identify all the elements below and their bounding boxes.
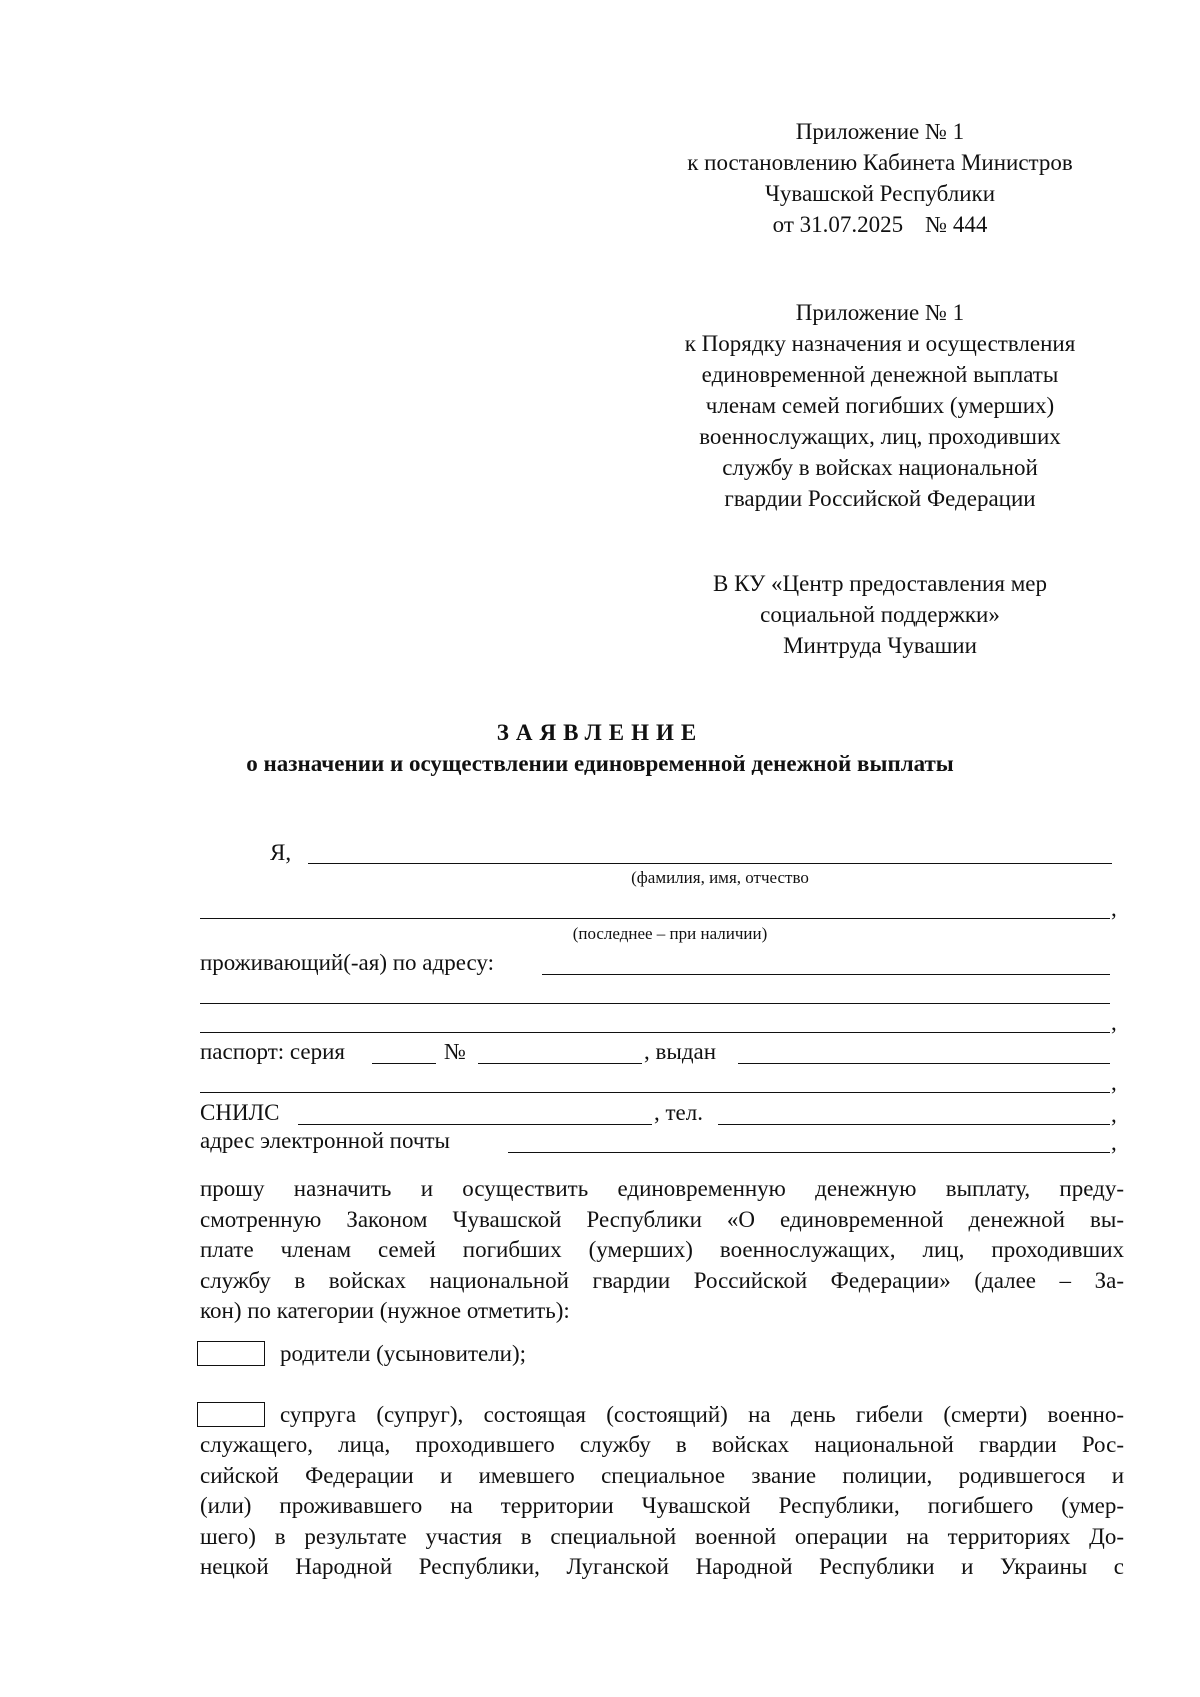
snils-input-line[interactable] <box>298 1124 652 1125</box>
appendix-header-resolution <box>640 116 1120 240</box>
category-checkbox-parents[interactable] <box>197 1341 265 1366</box>
address-label: проживающий(-ая) по адресу: <box>200 950 494 975</box>
addressee-block <box>640 568 1120 661</box>
passport-issued-input[interactable] <box>738 1063 1110 1064</box>
comma: , <box>1111 1010 1117 1035</box>
appendix-title: Приложение № 1 <box>795 119 965 144</box>
category-label-parents: родители (усыновители); <box>280 1341 527 1366</box>
snils-label: СНИЛС <box>200 1100 280 1125</box>
resolution-date: от 31.07.2025 <box>772 212 904 237</box>
request-paragraph-line: прошу назначить и осуществить единовременную денежную выплату, преду- <box>200 1176 1124 1201</box>
passport-issued-label: , выдан <box>644 1039 717 1064</box>
appendix-procedure-line: службу в войсках национальной <box>722 455 1038 480</box>
fio-caption: (фамилия, имя, отчество <box>631 868 809 887</box>
category-spouse-line: сийской Федерации и имевшего специальное звание полиции, родившегося и <box>200 1462 1124 1488</box>
category-spouse-line: служащего, лица, проходившего службу в войсках национальной гвардии Рос- <box>200 1432 1124 1457</box>
comma: , <box>1111 1070 1117 1095</box>
document-subtitle: о назначении и осуществлении единовременной денежной выплаты <box>246 751 954 776</box>
passport-number-label: № <box>444 1039 466 1064</box>
appendix-procedure-line: Приложение № 1 <box>795 300 965 325</box>
request-paragraph-line: смотренную Законом Чувашской Республики «О единовременной денежной вы- <box>200 1206 1124 1232</box>
address-input-line-3[interactable] <box>200 1032 1110 1033</box>
fio-continuation-line[interactable] <box>200 918 1110 919</box>
phone-label: , тел. <box>654 1100 703 1125</box>
request-paragraph-line: службу в войсках национальной гвардии Российской Федерации» (далее – За- <box>200 1267 1124 1293</box>
appendix-procedure-line: гвардии Российской Федерации <box>724 486 1036 511</box>
passport-number-input[interactable] <box>478 1063 642 1064</box>
document-title: ЗАЯВЛЕНИЕ <box>496 720 704 745</box>
email-input-line[interactable] <box>508 1152 1110 1153</box>
category-spouse-line: (или) проживавшего на территории Чувашской Республики, погибшего (умер- <box>200 1493 1124 1518</box>
addressee-line: Минтруда Чувашии <box>783 633 977 658</box>
appendix-header-procedure <box>640 297 1120 514</box>
phone-input-line[interactable] <box>718 1124 1110 1125</box>
passport-series-input[interactable] <box>372 1063 436 1064</box>
resolution-date-number <box>640 209 1120 240</box>
i-label: Я, <box>270 840 292 865</box>
address-input-line-2[interactable] <box>200 1003 1110 1004</box>
email-label: адрес электронной почты <box>200 1128 450 1153</box>
appendix-procedure-line: членам семей погибших (умерших) <box>705 393 1055 418</box>
category-label-spouse: супруга (супруг), состоящая (состоящий) на день гибели (смерти) военно- <box>280 1402 1124 1427</box>
addressee-line: В КУ «Центр предоставления мер <box>713 571 1047 596</box>
comma: , <box>1111 1102 1117 1127</box>
fio-input-line[interactable] <box>308 863 1112 864</box>
request-paragraph-line: плате членам семей погибших (умерших) военнослужащих, лиц, проходивших <box>200 1237 1124 1262</box>
comma: , <box>1111 1130 1117 1155</box>
category-spouse-line: шего) в результате участия в специальной военной операции на территориях До- <box>200 1523 1124 1549</box>
address-input-line[interactable] <box>542 974 1110 975</box>
resolution-number: № 444 <box>925 212 988 237</box>
comma: , <box>1111 896 1117 921</box>
appendix-ref: к постановлению Кабинета Министров <box>687 150 1073 175</box>
passport-series-label: паспорт: серия <box>200 1039 346 1064</box>
appendix-procedure-line: военнослужащих, лиц, проходивших <box>699 424 1061 449</box>
appendix-procedure-line: к Порядку назначения и осуществления <box>684 331 1076 356</box>
fio-caption-2: (последнее – при наличии) <box>572 924 768 943</box>
category-checkbox-spouse[interactable] <box>197 1402 265 1427</box>
passport-issued-input-2[interactable] <box>200 1092 1110 1093</box>
appendix-procedure-line: единовременной денежной выплаты <box>701 362 1059 387</box>
addressee-line: социальной поддержки» <box>760 602 1000 627</box>
appendix-ref: Чувашской Республики <box>764 181 996 206</box>
category-spouse-line: нецкой Народной Республики, Луганской Народной Республики и Украины с <box>200 1554 1124 1579</box>
request-paragraph-line: кон) по категории (нужное отметить): <box>200 1298 570 1323</box>
